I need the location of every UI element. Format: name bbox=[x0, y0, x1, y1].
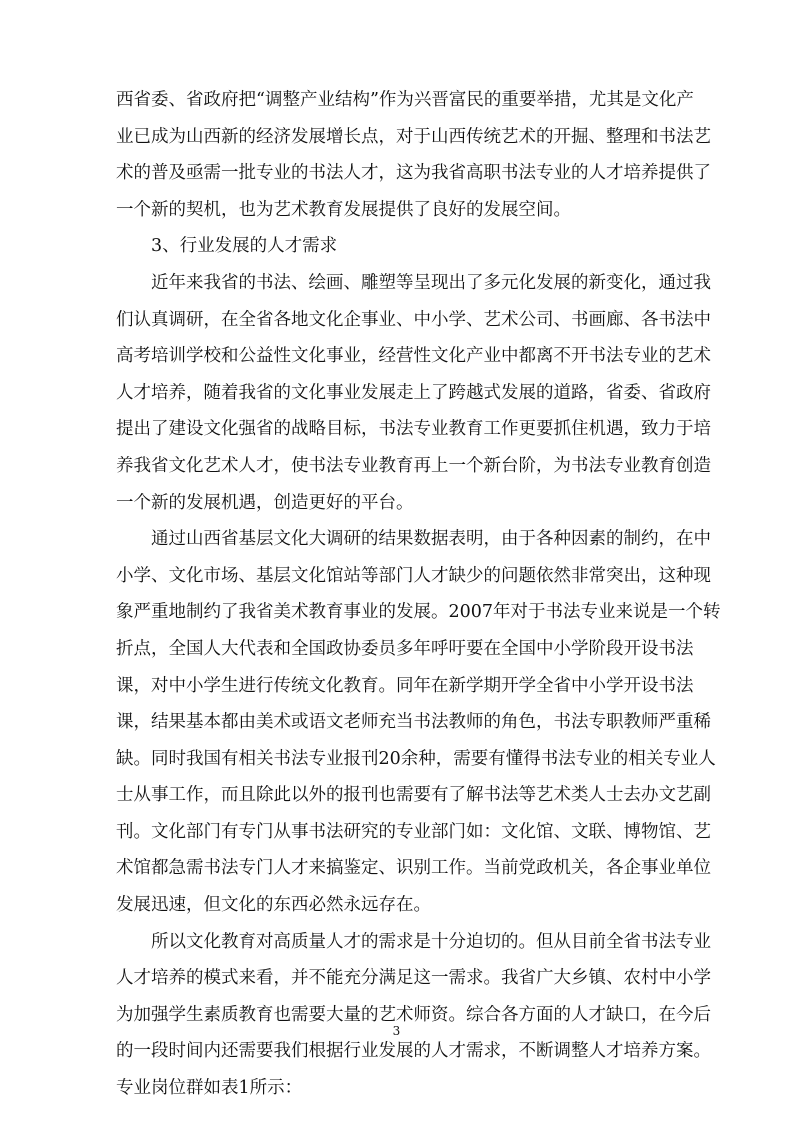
text-line: 刊。文化部门有专门从事书法研究的专业部门如：文化馆、文联、博物馆、艺 bbox=[116, 821, 711, 842]
section-heading: 3、行业发展的人才需求 bbox=[151, 236, 338, 257]
text-line: 业已成为山西新的经济发展增长点，对于山西传统艺术的开掘、整理和书法艺 bbox=[116, 126, 711, 147]
paragraph bbox=[116, 265, 711, 521]
text-line: 养我省文化艺术人才，使书法专业教育再上一个新台阶，为书法专业教育创造 bbox=[116, 455, 711, 476]
text-line: 专业岗位群如表1所示： bbox=[116, 1078, 303, 1099]
paragraph bbox=[116, 82, 711, 228]
text-line: 术馆都急需书法专门人才来搞鉴定、识别工作。当前党政机关，各企事业单位 bbox=[116, 858, 711, 879]
paragraph bbox=[116, 924, 711, 1107]
paragraph bbox=[116, 521, 721, 924]
text-line: 所以文化教育对高质量人才的需求是十分迫切的。但从目前全省书法专业 bbox=[151, 931, 711, 952]
text-line: 士从事工作，而且除此以外的报刊也需要有了解书法等艺术类人士去办文艺副 bbox=[116, 785, 711, 806]
text-line: 西省委、省政府把“调整产业结构”作为兴晋富民的重要举措，尤其是文化产 bbox=[116, 90, 694, 110]
text-line: 为加强学生素质教育也需要大量的艺术师资。综合各方面的人才缺口，在今后 bbox=[116, 1004, 711, 1025]
text-line: 一个新的契机，也为艺术教育发展提供了良好的发展空间。 bbox=[116, 199, 571, 220]
text-line: 缺。同时我国有相关书法专业报刊20余种，需要有懂得书法专业的相关专业人 bbox=[116, 748, 716, 769]
body-text bbox=[116, 82, 721, 1107]
page-number: 3 bbox=[392, 1024, 401, 1038]
text-line: 高考培训学校和公益性文化事业，经营性文化产业中都离不开书法专业的艺术 bbox=[116, 346, 711, 367]
text-line: 的一段时间内还需要我们根据行业发展的人才需求，不断调整人才培养方案。 bbox=[116, 1041, 711, 1062]
text-line: 课，结果基本都由美术或语文老师充当书法教师的角色，书法专职教师严重稀 bbox=[116, 712, 711, 733]
text-line: 课，对中小学生进行传统文化教育。同年在新学期开学全省中小学开设书法 bbox=[116, 675, 694, 696]
text-line: 发展迅速，但文化的东西必然永远存在。 bbox=[116, 895, 431, 916]
text-line: 通过山西省基层文化大调研的结果数据表明，由于各种因素的制约，在中 bbox=[151, 529, 711, 550]
text-line: 术的普及亟需一批专业的书法人才，这为我省高职书法专业的人才培养提供了 bbox=[116, 163, 711, 184]
text-line: 一个新的发展机遇，创造更好的平台。 bbox=[116, 492, 414, 513]
text-line: 人才培养的模式来看，并不能充分满足这一需求。我省广大乡镇、农村中小学 bbox=[116, 968, 711, 989]
text-line: 们认真调研，在全省各地文化企事业、中小学、艺术公司、书画廊、各书法中 bbox=[116, 309, 711, 330]
text-line: 人才培养，随着我省的文化事业发展走上了跨越式发展的道路，省委、省政府 bbox=[116, 382, 711, 403]
text-line: 小学、文化市场、基层文化馆站等部门人才缺少的问题依然非常突出，这种现 bbox=[116, 565, 711, 586]
text-line: 近年来我省的书法、绘画、雕塑等呈现出了多元化发展的新变化，通过我 bbox=[151, 272, 711, 293]
text-line: 折点，全国人大代表和全国政协委员多年呼吁要在全国中小学阶段开设书法 bbox=[116, 638, 694, 659]
text-line: 象严重地制约了我省美术教育事业的发展。2007年对于书法专业来说是一个转 bbox=[116, 602, 721, 623]
text-line: 提出了建设文化强省的战略目标，书法专业教育工作更要抓住机遇，致力于培 bbox=[116, 419, 711, 440]
